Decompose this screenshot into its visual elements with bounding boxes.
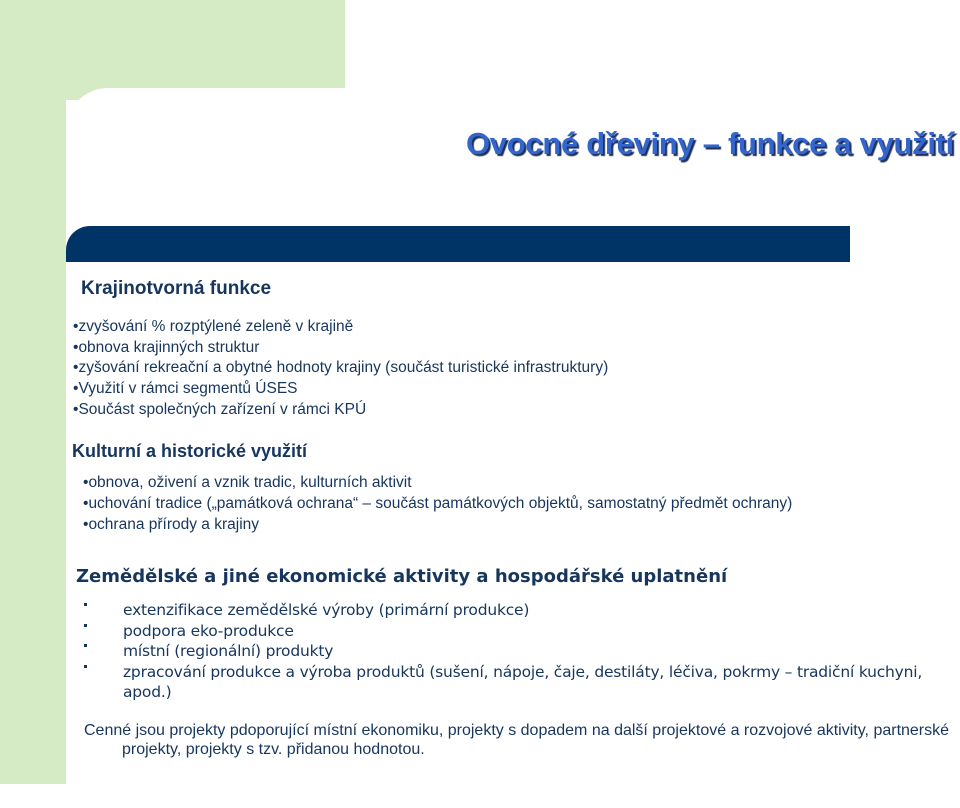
list-item: • uchování tradice („památková ochrana“ – součást památkových objektů, samostatný předmět ochrany)	[83, 493, 792, 514]
section-heading-landscape: Krajinotvorná funkce	[81, 278, 272, 299]
economic-list	[84, 600, 954, 703]
list-item-text: extenzifikace zemědělské výroby (primární produkce)	[123, 601, 530, 619]
decor-green-left	[0, 0, 66, 784]
square-bullet-icon	[84, 603, 87, 606]
cultural-list	[83, 472, 792, 535]
list-item: • zvyšování % rozptýlené zeleně v krajině	[73, 317, 608, 338]
list-item	[84, 662, 954, 703]
list-item	[84, 600, 954, 621]
list-item-text: místní (regionální) produkty	[123, 642, 334, 660]
list-item	[84, 641, 954, 662]
list-item-text: podpora eko-produkce	[123, 621, 294, 640]
list-item: • zyšování rekreační a obytné hodnoty krajiny (součást turistické infrastruktury)	[73, 358, 608, 379]
list-item: • ochrana přírody a krajiny	[83, 514, 792, 535]
list-item: • Součást společných zařízení v rámci KPÚ	[73, 400, 608, 421]
slide-title: Ovocné dřeviny – funkce a využití	[465, 126, 954, 161]
square-bullet-icon	[84, 644, 87, 647]
list-item: • obnova, oživení a vznik tradic, kulturních aktivit	[83, 472, 792, 493]
section-heading-cultural: Kulturní a historické využití	[72, 441, 308, 461]
closing-note	[84, 722, 960, 759]
list-item: • obnova krajinných struktur	[73, 338, 608, 359]
title-divider-bar	[66, 226, 850, 262]
list-item-text: zpracování produkce a výroba produktů (sušení, nápoje, čaje, destiláty, léčiva, pokrmy – tradiční kuchyni, apod.)	[123, 662, 923, 701]
section-heading-economic: Zemědělské a jiné ekonomické aktivity a hospodářské uplatnění	[76, 566, 728, 587]
landscape-list	[73, 317, 608, 421]
closing-note-text: Cenné jsou projekty pdoporující místní ekonomiku, projekty s dopadem na další projektové a rozvojové aktivity, partnerské projekty, projekty s tzv. přidanou hodnotou.	[84, 722, 950, 758]
square-bullet-icon	[84, 624, 87, 627]
list-item	[84, 621, 954, 642]
list-item: • Využití v rámci segmentů ÚSES	[73, 379, 608, 400]
square-bullet-icon	[84, 665, 87, 668]
